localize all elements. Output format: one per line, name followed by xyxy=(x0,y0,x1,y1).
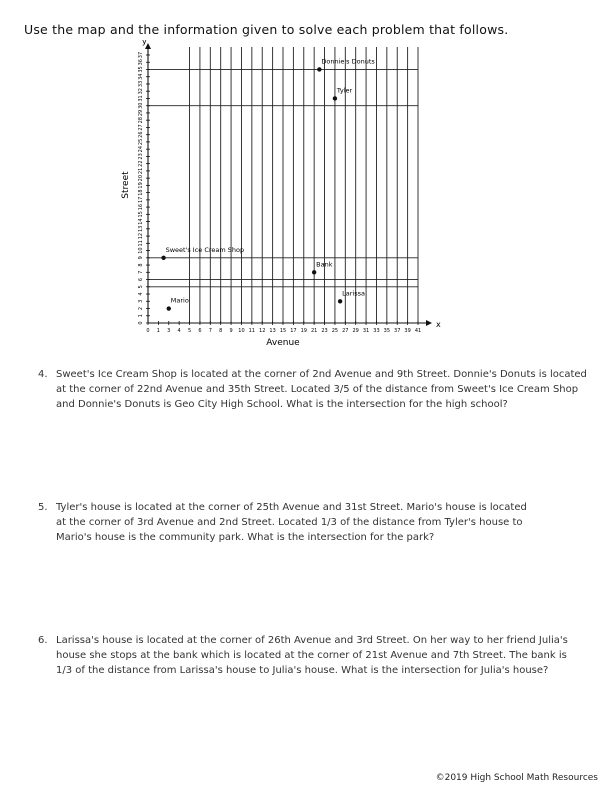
x-tick-label: 3 xyxy=(167,328,171,334)
location-point xyxy=(333,96,337,100)
location-label: Sweet's Ice Cream Shop xyxy=(165,245,245,254)
x-axis-arrow-icon xyxy=(426,320,432,326)
y-tick-label: 9 xyxy=(138,256,144,260)
y-tick-label: 27 xyxy=(138,124,144,131)
location-label: Mario xyxy=(170,296,189,305)
y-tick-label: 14 xyxy=(138,218,144,225)
y-tick-label: 26 xyxy=(138,131,144,138)
problem-line: Larissa's house is located at the corner of 26th Avenue and 3rd Street. On her way to her friend Julia's xyxy=(56,635,568,646)
location-point xyxy=(338,299,342,303)
x-tick-label: 27 xyxy=(342,328,349,334)
y-tick-label: 19 xyxy=(138,182,144,189)
y-tick-label: 31 xyxy=(138,95,144,102)
y-tick-label: 15 xyxy=(138,211,144,218)
y-tick-label: 3 xyxy=(138,299,144,303)
x-tick-label: 23 xyxy=(321,328,328,334)
x-tick-label: 29 xyxy=(352,328,359,334)
x-tick-label: 19 xyxy=(300,328,307,334)
location-label: Bank xyxy=(316,260,333,269)
x-tick-label: 10 xyxy=(238,328,245,334)
y-tick-label: 35 xyxy=(138,66,144,73)
x-tick-label: 37 xyxy=(394,328,401,334)
y-tick-label: 10 xyxy=(138,247,144,254)
problem-line: house she stops at the bank which is located at the corner of 21st Avenue and 7th Street. The bank is xyxy=(56,650,567,661)
x-tick-label: 13 xyxy=(269,328,276,334)
y-tick-label: 37 xyxy=(138,51,144,59)
location-point xyxy=(312,270,316,274)
x-tick-label: 25 xyxy=(331,328,339,334)
y-tick-label: 13 xyxy=(138,225,144,233)
problem-line: at the corner of 3rd Avenue and 2nd Street. Located 1/3 of the distance from Tyler's house to xyxy=(56,517,523,528)
y-tick-label: 21 xyxy=(138,167,144,175)
x-tick-label: 8 xyxy=(219,328,223,334)
problem-5 xyxy=(38,500,527,545)
y-tick-label: 24 xyxy=(138,145,144,153)
problem-line: and Donnie's Donuts is Geo City High School. What is the intersection for the high school? xyxy=(56,399,508,410)
x-axis-title: Avenue xyxy=(266,338,300,348)
location-label: Donnie's Donuts xyxy=(321,57,375,66)
location-point xyxy=(167,306,171,310)
x-tick-label: 7 xyxy=(208,328,212,334)
problem-line: 1/3 of the distance from Larissa's house to Julia's house. What is the intersection for Julia's house? xyxy=(56,665,549,676)
y-tick-label: 22 xyxy=(138,160,144,167)
y-tick-label: 29 xyxy=(138,109,144,117)
y-tick-label: 33 xyxy=(138,80,144,88)
y-tick-label: 12 xyxy=(138,232,144,240)
x-tick-label: 1 xyxy=(156,328,160,334)
y-tick-label: 23 xyxy=(138,153,144,160)
location-point xyxy=(161,256,165,260)
problem-number: 4. xyxy=(38,369,48,380)
x-tick-label: 12 xyxy=(259,328,266,334)
location-point xyxy=(317,67,321,71)
y-tick-label: 7 xyxy=(138,270,144,274)
y-tick-label: 28 xyxy=(138,117,144,124)
x-tick-label: 6 xyxy=(198,328,202,334)
problem-number: 6. xyxy=(38,635,48,646)
location-label: Tyler xyxy=(336,86,353,95)
instructions: Use the map and the information given to solve each problem that follows. xyxy=(24,22,509,37)
y-tick-label: 25 xyxy=(138,138,144,146)
x-tick-label: 4 xyxy=(177,328,181,334)
x-tick-label: 35 xyxy=(383,328,391,334)
y-tick-label: 34 xyxy=(138,73,144,80)
x-tick-label: 17 xyxy=(290,328,297,334)
y-tick-label: 20 xyxy=(138,174,144,182)
x-tick-label: 15 xyxy=(279,328,287,334)
y-tick-label: 6 xyxy=(138,277,144,282)
y-tick-label: 30 xyxy=(138,102,144,109)
y-tick-label: 2 xyxy=(138,306,144,311)
x-arrow-label: x xyxy=(436,320,441,329)
problem-line: Sweet's Ice Cream Shop is located at the corner of 2nd Avenue and 9th Street. Donnie's Donuts is located xyxy=(56,369,587,380)
y-tick-label: 16 xyxy=(138,203,144,211)
x-tick-label: 31 xyxy=(362,328,370,334)
copyright-footer: ©2019 High School Math Resources xyxy=(435,773,598,783)
problem-line: Tyler's house is located at the corner of 25th Avenue and 31st Street. Mario's house is located xyxy=(56,502,527,513)
problem-line: at the corner of 22nd Avenue and 35th Street. Located 3/5 of the distance from Sweet's Ice Cream Shop xyxy=(56,384,579,395)
y-tick-label: 17 xyxy=(138,196,144,204)
x-tick-label: 33 xyxy=(373,328,380,334)
x-tick-label: 41 xyxy=(414,328,422,334)
x-tick-label: 11 xyxy=(248,328,256,334)
y-tick-label: 5 xyxy=(138,285,144,289)
y-axis-title: Street xyxy=(121,171,131,199)
problem-number: 5. xyxy=(38,502,48,513)
y-tick-label: 1 xyxy=(138,314,144,318)
x-tick-label: 39 xyxy=(404,328,411,334)
y-tick-label: 4 xyxy=(138,292,145,296)
coordinate-map xyxy=(100,40,445,350)
location-label: Larissa xyxy=(342,289,365,298)
problem-line: Mario's house is the community park. What is the intersection for the park? xyxy=(56,532,435,543)
x-tick-label: 21 xyxy=(310,328,318,334)
x-tick-label: 5 xyxy=(187,328,192,334)
y-tick-label: 11 xyxy=(138,240,144,247)
y-tick-label: 32 xyxy=(138,88,144,95)
problem-4 xyxy=(38,367,587,412)
x-tick-label: 9 xyxy=(229,328,233,334)
y-tick-label: 8 xyxy=(138,263,144,267)
y-arrow-label: y xyxy=(142,40,147,46)
y-tick-label: 36 xyxy=(138,59,144,66)
y-tick-label: 18 xyxy=(138,189,144,196)
problem-6 xyxy=(38,633,568,678)
x-tick-label: 0 xyxy=(146,328,150,334)
y-tick-label: 0 xyxy=(138,321,144,325)
